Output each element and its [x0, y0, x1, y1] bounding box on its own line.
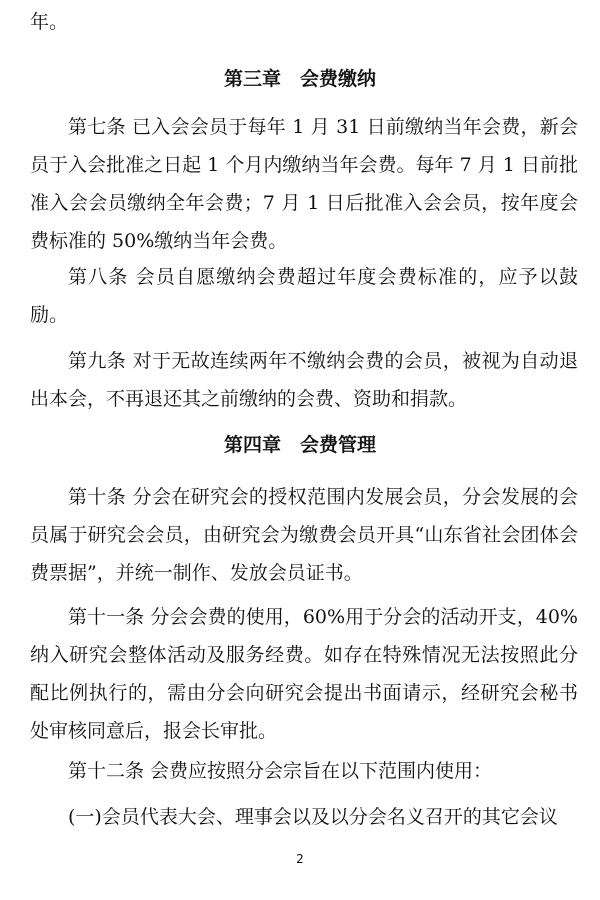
- article-10: 第十条 分会在研究会的授权范围内发展会员，分会发展的会员属于研究会会员，由研究会为缴费会员开具“山东省社会团体会费票据”，并统一制作、发放会员证书。: [30, 486, 578, 584]
- continuation-text: 年。: [30, 11, 69, 33]
- page-number: 2: [296, 852, 304, 866]
- article-9: 第九条 对于无故连续两年不缴纳会费的会员，被视为自动退出本会，不再退还其之前缴纳的会费、资助和捐款。: [30, 350, 578, 410]
- article-8: 第八条 会员自愿缴纳会费超过年度会费标准的，应予以鼓励。: [30, 266, 578, 326]
- chapter-3-heading: 第三章 会费缴纳: [223, 68, 376, 90]
- article-7: 第七条 已入会会员于每年 1 月 31 日前缴纳当年会费，新会员于入会批准之日起 1 个月内缴纳当年会费。每年 7 月 1 日前批准入会会员缴纳全年会费；7 月 1 日后批准入会会员，按年度会费标准的 50%缴纳当年会费。: [30, 116, 578, 252]
- list-item-1: (一)会员代表大会、理事会以及以分会名义召开的其它会议: [68, 806, 558, 828]
- article-12: 第十二条 会费应按照分会宗旨在以下范围内使用：: [68, 760, 493, 782]
- article-11: 第十一条 分会会费的使用，60%用于分会的活动开支，40%纳入研究会整体活动及服务经费。如存在特殊情况无法按照此分配比例执行的，需由分会向研究会提出书面请示，经研究会秘书处审核同意后，报会长审批。: [30, 606, 578, 742]
- chapter-4-heading: 第四章 会费管理: [223, 434, 376, 456]
